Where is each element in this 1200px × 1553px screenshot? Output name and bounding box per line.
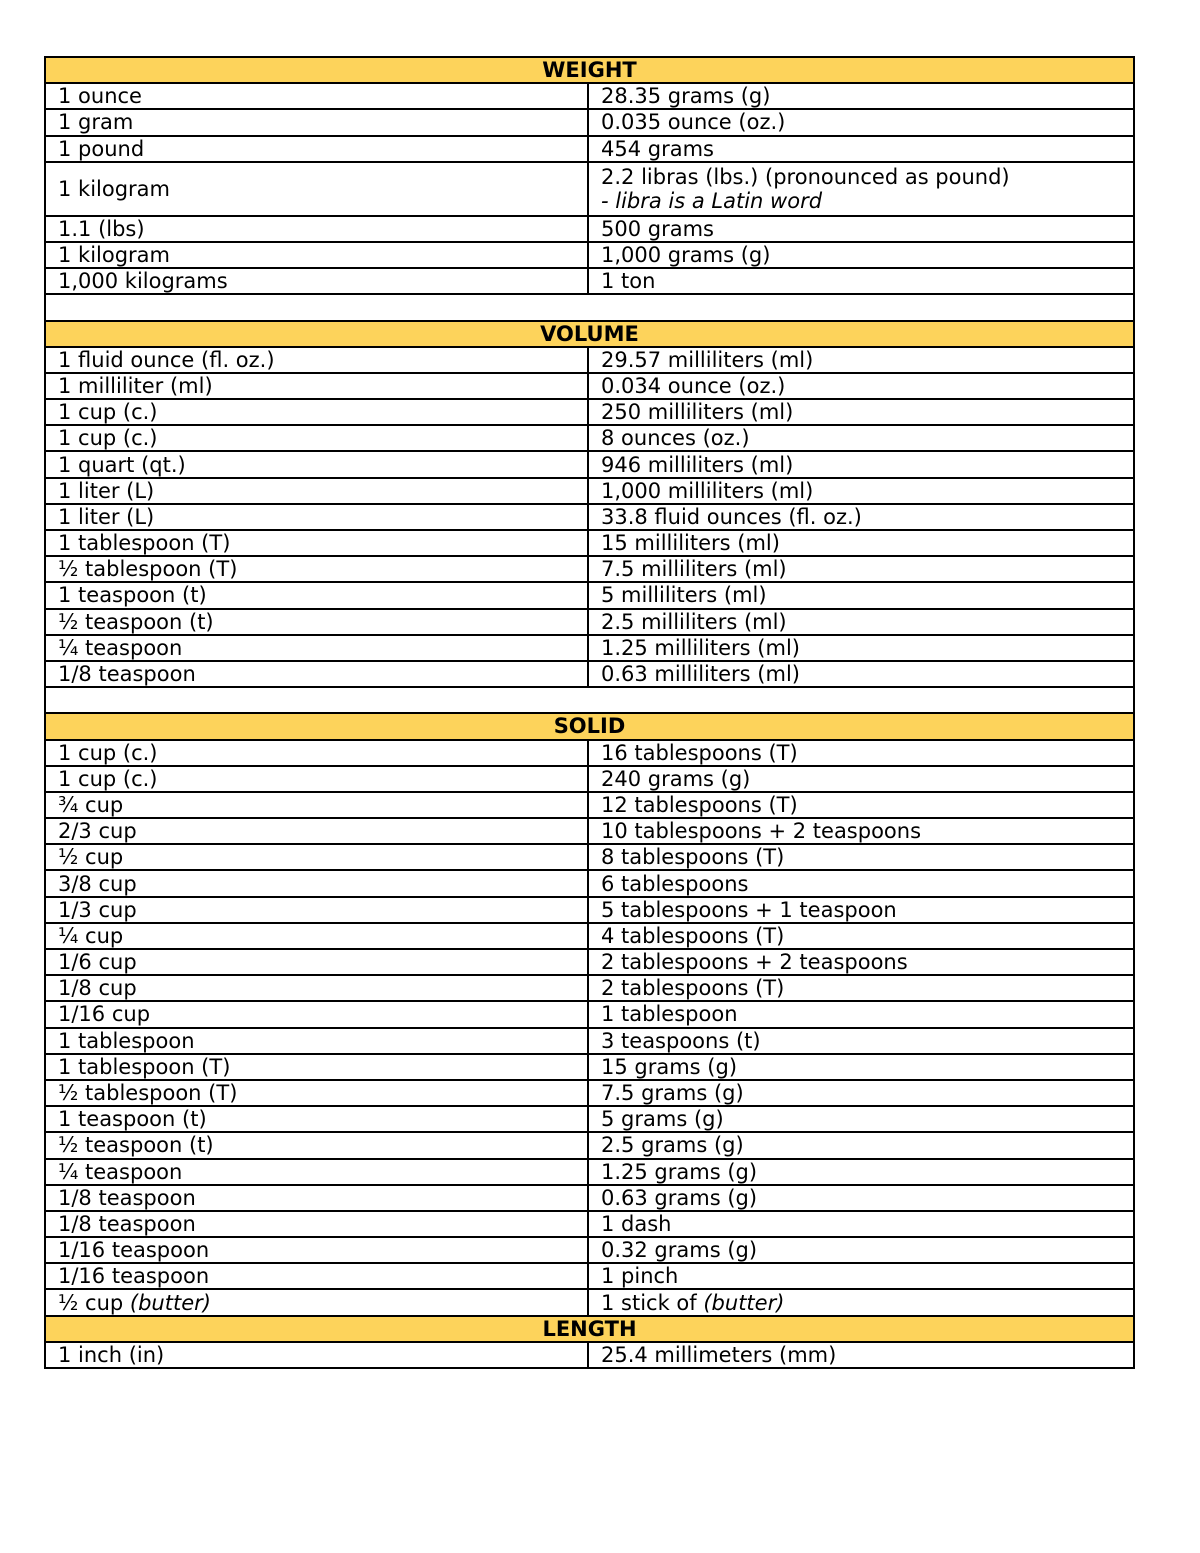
table-row bbox=[45, 870, 1134, 896]
section-title: VOLUME bbox=[45, 321, 1134, 347]
table-row bbox=[45, 923, 1134, 949]
unit-cell bbox=[45, 1054, 588, 1080]
unit-cell bbox=[45, 136, 588, 162]
equivalent-cell bbox=[588, 478, 1134, 504]
table-row bbox=[45, 425, 1134, 451]
table-row bbox=[45, 635, 1134, 661]
equivalent-text: 15 milliliters (ml) bbox=[601, 531, 780, 556]
unit-text: 1 cup (c.) bbox=[58, 400, 158, 425]
unit-text: 1/16 teaspoon bbox=[58, 1264, 210, 1289]
unit-cell bbox=[45, 1080, 588, 1106]
equivalent-cell bbox=[588, 844, 1134, 870]
equivalent-cell bbox=[588, 661, 1134, 687]
unit-text: 1 gram bbox=[58, 110, 134, 135]
unit-cell bbox=[45, 451, 588, 477]
table-row bbox=[45, 792, 1134, 818]
unit-cell bbox=[45, 1028, 588, 1054]
unit-text: 1 tablespoon (T) bbox=[58, 1054, 231, 1079]
table-row bbox=[45, 268, 1134, 294]
unit-cell bbox=[45, 1106, 588, 1132]
equivalent-cell bbox=[588, 83, 1134, 109]
equivalent-cell bbox=[588, 1132, 1134, 1158]
equivalent-cell bbox=[588, 635, 1134, 661]
equivalent-text: 454 grams bbox=[601, 136, 714, 161]
equivalent-cell bbox=[588, 373, 1134, 399]
table-row bbox=[45, 1106, 1134, 1132]
unit-cell bbox=[45, 766, 588, 792]
table-row bbox=[45, 1263, 1134, 1289]
equivalent-text: 0.63 milliliters (ml) bbox=[601, 662, 800, 687]
equivalent-cell bbox=[588, 1054, 1134, 1080]
unit-cell bbox=[45, 635, 588, 661]
equivalent-text: 1.25 grams (g) bbox=[601, 1159, 758, 1184]
table-row bbox=[45, 766, 1134, 792]
unit-cell bbox=[45, 373, 588, 399]
table-row bbox=[45, 1028, 1134, 1054]
equivalent-text: 1 dash bbox=[601, 1211, 672, 1236]
unit-cell bbox=[45, 425, 588, 451]
unit-cell bbox=[45, 242, 588, 268]
unit-cell bbox=[45, 109, 588, 135]
unit-text: 1 tablespoon bbox=[58, 1028, 195, 1053]
equivalent-cell bbox=[588, 609, 1134, 635]
unit-cell bbox=[45, 740, 588, 766]
table-row bbox=[45, 83, 1134, 109]
equivalent-cell bbox=[588, 1001, 1134, 1027]
equivalent-cell bbox=[588, 268, 1134, 294]
equivalent-cell bbox=[588, 1159, 1134, 1185]
table-row bbox=[45, 530, 1134, 556]
equivalent-cell bbox=[588, 949, 1134, 975]
table-row bbox=[45, 399, 1134, 425]
equivalent-text: 2.5 grams (g) bbox=[601, 1133, 744, 1158]
equivalent-text: 0.32 grams (g) bbox=[601, 1238, 758, 1263]
section-header-solid bbox=[45, 713, 1134, 739]
equivalent-cell bbox=[588, 1263, 1134, 1289]
table-row bbox=[45, 844, 1134, 870]
equivalent-text: 8 ounces (oz.) bbox=[601, 426, 750, 451]
unit-cell bbox=[45, 1289, 588, 1315]
table-row bbox=[45, 1289, 1134, 1315]
equivalent-cell bbox=[588, 1080, 1134, 1106]
unit-cell bbox=[45, 347, 588, 373]
unit-text: 1 liter (L) bbox=[58, 504, 155, 529]
table-row bbox=[45, 478, 1134, 504]
unit-cell bbox=[45, 1185, 588, 1211]
unit-cell bbox=[45, 1132, 588, 1158]
equivalent-text: 2.2 libras (lbs.) (pronounced as pound) bbox=[601, 164, 1010, 189]
equivalent-text: 1 ton bbox=[601, 269, 656, 294]
unit-cell bbox=[45, 1159, 588, 1185]
unit-text: 1/8 teaspoon bbox=[58, 1211, 196, 1236]
equivalent-text: 7.5 milliliters (ml) bbox=[601, 557, 787, 582]
equivalent-cell bbox=[588, 923, 1134, 949]
unit-text: 1 milliliter (ml) bbox=[58, 373, 213, 398]
section-header-weight bbox=[45, 57, 1134, 83]
equivalent-cell bbox=[588, 451, 1134, 477]
unit-text: ½ teaspoon (t) bbox=[58, 1133, 214, 1158]
unit-cell bbox=[45, 268, 588, 294]
table-row bbox=[45, 451, 1134, 477]
equivalent-cell bbox=[588, 792, 1134, 818]
unit-cell bbox=[45, 844, 588, 870]
unit-text: 1 tablespoon (T) bbox=[58, 531, 231, 556]
note-text: - libra is a Latin word bbox=[601, 188, 823, 213]
unit-text: ¼ teaspoon bbox=[58, 1159, 183, 1184]
unit-text: 1/16 cup bbox=[58, 1002, 151, 1027]
equivalent-text: 1 pinch bbox=[601, 1264, 679, 1289]
equivalent-cell bbox=[588, 216, 1134, 242]
unit-text: 1/16 teaspoon bbox=[58, 1238, 210, 1263]
spacer-row bbox=[45, 687, 1134, 713]
equivalent-cell bbox=[588, 1237, 1134, 1263]
unit-text: 1 cup (c.) bbox=[58, 766, 158, 791]
emphasis-text: (butter) bbox=[129, 1290, 211, 1315]
equivalent-text: 5 tablespoons + 1 teaspoon bbox=[601, 897, 897, 922]
unit-cell bbox=[45, 923, 588, 949]
equivalent-text: 500 grams bbox=[601, 216, 714, 241]
table-row bbox=[45, 1001, 1134, 1027]
table-row bbox=[45, 661, 1134, 687]
table-row bbox=[45, 136, 1134, 162]
equivalent-text: 1.25 milliliters (ml) bbox=[601, 635, 800, 660]
unit-cell bbox=[45, 818, 588, 844]
equivalent-cell bbox=[588, 242, 1134, 268]
unit-text: 1 ounce bbox=[58, 84, 142, 109]
spacer-row bbox=[45, 294, 1134, 320]
unit-text: 1/3 cup bbox=[58, 897, 137, 922]
equivalent-text: 240 grams (g) bbox=[601, 766, 751, 791]
section-header-length bbox=[45, 1316, 1134, 1342]
equivalent-text: 4 tablespoons (T) bbox=[601, 923, 785, 948]
unit-cell bbox=[45, 504, 588, 530]
unit-cell bbox=[45, 1342, 588, 1368]
unit-text: 1 liter (L) bbox=[58, 478, 155, 503]
unit-cell bbox=[45, 1001, 588, 1027]
unit-text: 1,000 kilograms bbox=[58, 269, 228, 294]
unit-cell bbox=[45, 582, 588, 608]
table-row bbox=[45, 1080, 1134, 1106]
table-row bbox=[45, 1159, 1134, 1185]
equivalent-cell bbox=[588, 1028, 1134, 1054]
unit-text: ½ cup bbox=[58, 1290, 130, 1315]
table-row bbox=[45, 1211, 1134, 1237]
unit-cell bbox=[45, 83, 588, 109]
table-row bbox=[45, 109, 1134, 135]
unit-text: 1.1 (lbs) bbox=[58, 216, 145, 241]
equivalent-cell bbox=[588, 399, 1134, 425]
equivalent-cell bbox=[588, 162, 1134, 216]
unit-text: ¼ cup bbox=[58, 923, 124, 948]
emphasis-text: (butter) bbox=[703, 1290, 785, 1315]
unit-cell bbox=[45, 478, 588, 504]
equivalent-text: 1,000 milliliters (ml) bbox=[601, 478, 814, 503]
unit-text: 1/8 cup bbox=[58, 976, 137, 1001]
unit-cell bbox=[45, 949, 588, 975]
equivalent-text: 7.5 grams (g) bbox=[601, 1081, 744, 1106]
equivalent-cell bbox=[588, 347, 1134, 373]
equivalent-text: 25.4 millimeters (mm) bbox=[601, 1342, 837, 1367]
unit-text: 3/8 cup bbox=[58, 871, 137, 896]
equivalent-text: 15 grams (g) bbox=[601, 1054, 738, 1079]
unit-cell bbox=[45, 975, 588, 1001]
unit-text: 1 teaspoon (t) bbox=[58, 1107, 207, 1132]
spacer-cell bbox=[45, 687, 1134, 713]
table-row bbox=[45, 242, 1134, 268]
equivalent-text: 1,000 grams (g) bbox=[601, 243, 771, 268]
equivalent-text: 0.63 grams (g) bbox=[601, 1185, 758, 1210]
unit-text: 1 fluid ounce (fl. oz.) bbox=[58, 347, 275, 372]
unit-text: ¾ cup bbox=[58, 792, 124, 817]
equivalent-cell bbox=[588, 1106, 1134, 1132]
table-row bbox=[45, 818, 1134, 844]
unit-text: ½ tablespoon (T) bbox=[58, 1081, 238, 1106]
equivalent-cell bbox=[588, 556, 1134, 582]
equivalent-text: 2 tablespoons (T) bbox=[601, 976, 785, 1001]
unit-text: 1/8 teaspoon bbox=[58, 662, 196, 687]
equivalent-text: 1 tablespoon bbox=[601, 1002, 738, 1027]
equivalent-cell bbox=[588, 870, 1134, 896]
unit-cell bbox=[45, 216, 588, 242]
unit-text: 1 teaspoon (t) bbox=[58, 583, 207, 608]
table-row bbox=[45, 373, 1134, 399]
unit-cell bbox=[45, 556, 588, 582]
unit-text: 1 kilogram bbox=[58, 176, 171, 201]
table-row bbox=[45, 347, 1134, 373]
equivalent-cell bbox=[588, 109, 1134, 135]
equivalent-text: 5 milliliters (ml) bbox=[601, 583, 767, 608]
unit-text: 1/6 cup bbox=[58, 950, 137, 975]
equivalent-text: 12 tablespoons (T) bbox=[601, 792, 798, 817]
table-row bbox=[45, 1237, 1134, 1263]
equivalent-cell bbox=[588, 766, 1134, 792]
table-row bbox=[45, 216, 1134, 242]
unit-text: 1 inch (in) bbox=[58, 1342, 165, 1367]
unit-cell bbox=[45, 1237, 588, 1263]
equivalent-text: 16 tablespoons (T) bbox=[601, 740, 798, 765]
unit-text: 1 cup (c.) bbox=[58, 740, 158, 765]
equivalent-cell bbox=[588, 975, 1134, 1001]
table-row bbox=[45, 582, 1134, 608]
unit-cell bbox=[45, 530, 588, 556]
unit-cell bbox=[45, 897, 588, 923]
unit-cell bbox=[45, 792, 588, 818]
equivalent-text: 3 teaspoons (t) bbox=[601, 1028, 761, 1053]
spacer-cell bbox=[45, 294, 1134, 320]
unit-cell bbox=[45, 870, 588, 896]
unit-text: 1 cup (c.) bbox=[58, 426, 158, 451]
equivalent-text: 250 milliliters (ml) bbox=[601, 400, 794, 425]
equivalent-text: 6 tablespoons bbox=[601, 871, 749, 896]
unit-cell bbox=[45, 609, 588, 635]
equivalent-text: 33.8 fluid ounces (fl. oz.) bbox=[601, 504, 862, 529]
unit-cell bbox=[45, 661, 588, 687]
table-row bbox=[45, 504, 1134, 530]
section-header-volume bbox=[45, 321, 1134, 347]
table-row bbox=[45, 609, 1134, 635]
equivalent-cell bbox=[588, 582, 1134, 608]
unit-text: 1 pound bbox=[58, 136, 145, 161]
unit-text: 1 quart (qt.) bbox=[58, 452, 186, 477]
table-row bbox=[45, 1342, 1134, 1368]
unit-text: ½ cup bbox=[58, 845, 124, 870]
equivalent-text: 29.57 milliliters (ml) bbox=[601, 347, 814, 372]
unit-cell bbox=[45, 1211, 588, 1237]
unit-text: ½ tablespoon (T) bbox=[58, 557, 238, 582]
equivalent-text: 1 stick of bbox=[601, 1290, 704, 1315]
equivalent-cell bbox=[588, 1289, 1134, 1315]
equivalent-cell bbox=[588, 136, 1134, 162]
equivalent-cell bbox=[588, 897, 1134, 923]
conversion-table bbox=[44, 56, 1135, 1369]
equivalent-text: 28.35 grams (g) bbox=[601, 84, 771, 109]
unit-text: 1 kilogram bbox=[58, 243, 171, 268]
table-row bbox=[45, 740, 1134, 766]
table-row bbox=[45, 949, 1134, 975]
unit-cell bbox=[45, 1263, 588, 1289]
equivalent-text: 8 tablespoons (T) bbox=[601, 845, 785, 870]
table-row bbox=[45, 897, 1134, 923]
equivalent-text: 0.034 ounce (oz.) bbox=[601, 373, 786, 398]
equivalent-text: 2 tablespoons + 2 teaspoons bbox=[601, 950, 908, 975]
equivalent-cell bbox=[588, 1185, 1134, 1211]
equivalent-cell bbox=[588, 504, 1134, 530]
equivalent-text: 0.035 ounce (oz.) bbox=[601, 110, 786, 135]
equivalent-cell bbox=[588, 1342, 1134, 1368]
unit-cell bbox=[45, 399, 588, 425]
equivalent-cell bbox=[588, 1211, 1134, 1237]
unit-text: ½ teaspoon (t) bbox=[58, 609, 214, 634]
section-title: LENGTH bbox=[45, 1316, 1134, 1342]
table-row bbox=[45, 1132, 1134, 1158]
unit-text: 2/3 cup bbox=[58, 819, 137, 844]
section-title: WEIGHT bbox=[45, 57, 1134, 83]
conversion-table-body bbox=[45, 57, 1134, 1368]
equivalent-text: 2.5 milliliters (ml) bbox=[601, 609, 787, 634]
equivalent-text: 946 milliliters (ml) bbox=[601, 452, 794, 477]
equivalent-cell bbox=[588, 425, 1134, 451]
unit-cell bbox=[45, 162, 588, 216]
table-row bbox=[45, 975, 1134, 1001]
equivalent-cell bbox=[588, 818, 1134, 844]
table-row bbox=[45, 1185, 1134, 1211]
section-title: SOLID bbox=[45, 713, 1134, 739]
unit-text: ¼ teaspoon bbox=[58, 635, 183, 660]
equivalent-cell bbox=[588, 530, 1134, 556]
table-row bbox=[45, 556, 1134, 582]
equivalent-cell bbox=[588, 740, 1134, 766]
unit-text: 1/8 teaspoon bbox=[58, 1185, 196, 1210]
table-row bbox=[45, 162, 1134, 216]
equivalent-text: 10 tablespoons + 2 teaspoons bbox=[601, 819, 922, 844]
equivalent-text: 5 grams (g) bbox=[601, 1107, 724, 1132]
table-row bbox=[45, 1054, 1134, 1080]
